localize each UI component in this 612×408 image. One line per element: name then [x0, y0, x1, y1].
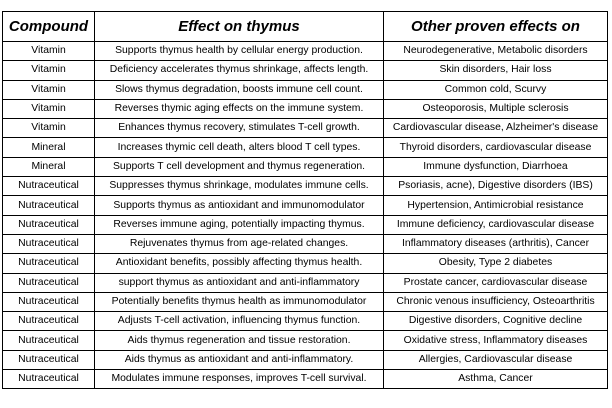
table-row — [3, 177, 608, 196]
cell-compound: Nutraceutical — [3, 331, 95, 350]
cell-compound: Nutraceutical — [3, 292, 95, 311]
cell-other-effects: Inflammatory diseases (arthritis), Cancer — [384, 234, 608, 253]
cell-compound: Vitamin — [3, 61, 95, 80]
table-row — [3, 196, 608, 215]
cell-effect-on-thymus: Supports T cell development and thymus regeneration. — [95, 157, 384, 176]
cell-compound: Nutraceutical — [3, 273, 95, 292]
cell-effect-on-thymus: Increases thymic cell death, alters blood T cell types. — [95, 138, 384, 157]
cell-other-effects: Hypertension, Antimicrobial resistance — [384, 196, 608, 215]
cell-effect-on-thymus: Supports thymus as antioxidant and immunomodulator — [95, 196, 384, 215]
cell-compound: Mineral — [3, 138, 95, 157]
header-row — [3, 12, 608, 42]
cell-other-effects: Chronic venous insufficiency, Osteoarthritis — [384, 292, 608, 311]
cell-compound: Mineral — [3, 157, 95, 176]
cell-other-effects: Digestive disorders, Cognitive decline — [384, 312, 608, 331]
table-header — [3, 12, 608, 42]
cell-effect-on-thymus: Aids thymus regeneration and tissue restoration. — [95, 331, 384, 350]
header-effect-on-thymus: Effect on thymus — [95, 12, 384, 42]
table-row — [3, 234, 608, 253]
header-other-proven-effects: Other proven effects on — [384, 12, 608, 42]
header-compound: Compound — [3, 12, 95, 42]
table-row — [3, 61, 608, 80]
table-row — [3, 119, 608, 138]
cell-other-effects: Common cold, Scurvy — [384, 80, 608, 99]
table-row — [3, 215, 608, 234]
table-row — [3, 157, 608, 176]
cell-effect-on-thymus: Slows thymus degradation, boosts immune cell count. — [95, 80, 384, 99]
cell-other-effects: Osteoporosis, Multiple sclerosis — [384, 99, 608, 118]
cell-effect-on-thymus: Rejuvenates thymus from age-related changes. — [95, 234, 384, 253]
cell-other-effects: Immune deficiency, cardiovascular disease — [384, 215, 608, 234]
cell-effect-on-thymus: Supports thymus health by cellular energy production. — [95, 42, 384, 61]
cell-compound: Nutraceutical — [3, 177, 95, 196]
cell-compound: Vitamin — [3, 119, 95, 138]
table-row — [3, 99, 608, 118]
cell-other-effects: Neurodegenerative, Metabolic disorders — [384, 42, 608, 61]
cell-compound: Vitamin — [3, 42, 95, 61]
cell-compound: Nutraceutical — [3, 234, 95, 253]
cell-other-effects: Allergies, Cardiovascular disease — [384, 350, 608, 369]
cell-other-effects: Obesity, Type 2 diabetes — [384, 254, 608, 273]
table-row — [3, 292, 608, 311]
cell-compound: Nutraceutical — [3, 254, 95, 273]
cell-effect-on-thymus: Reverses immune aging, potentially impacting thymus. — [95, 215, 384, 234]
cell-compound: Nutraceutical — [3, 196, 95, 215]
table-body — [3, 42, 608, 389]
table-row — [3, 42, 608, 61]
cell-compound: Nutraceutical — [3, 370, 95, 389]
cell-effect-on-thymus: Enhances thymus recovery, stimulates T-cell growth. — [95, 119, 384, 138]
cell-other-effects: Prostate cancer, cardiovascular disease — [384, 273, 608, 292]
table-row — [3, 273, 608, 292]
table-row — [3, 350, 608, 369]
cell-effect-on-thymus: support thymus as antioxidant and anti-inflammatory — [95, 273, 384, 292]
cell-compound: Vitamin — [3, 99, 95, 118]
table-row — [3, 80, 608, 99]
cell-other-effects: Thyroid disorders, cardiovascular disease — [384, 138, 608, 157]
thymus-compounds-table — [2, 11, 608, 389]
cell-other-effects: Cardiovascular disease, Alzheimer's disease — [384, 119, 608, 138]
cell-compound: Nutraceutical — [3, 312, 95, 331]
table-row — [3, 370, 608, 389]
cell-other-effects: Oxidative stress, Inflammatory diseases — [384, 331, 608, 350]
table-row — [3, 254, 608, 273]
cell-compound: Vitamin — [3, 80, 95, 99]
cell-effect-on-thymus: Suppresses thymus shrinkage, modulates immune cells. — [95, 177, 384, 196]
table-row — [3, 138, 608, 157]
cell-effect-on-thymus: Reverses thymic aging effects on the immune system. — [95, 99, 384, 118]
cell-effect-on-thymus: Potentially benefits thymus health as immunomodulator — [95, 292, 384, 311]
cell-effect-on-thymus: Antioxidant benefits, possibly affecting thymus health. — [95, 254, 384, 273]
cell-other-effects: Immune dysfunction, Diarrhoea — [384, 157, 608, 176]
cell-other-effects: Asthma, Cancer — [384, 370, 608, 389]
cell-other-effects: Psoriasis, acne), Digestive disorders (IBS) — [384, 177, 608, 196]
cell-compound: Nutraceutical — [3, 350, 95, 369]
cell-other-effects: Skin disorders, Hair loss — [384, 61, 608, 80]
table-row — [3, 331, 608, 350]
cell-effect-on-thymus: Modulates immune responses, improves T-cell survival. — [95, 370, 384, 389]
cell-effect-on-thymus: Deficiency accelerates thymus shrinkage, affects length. — [95, 61, 384, 80]
cell-compound: Nutraceutical — [3, 215, 95, 234]
cell-effect-on-thymus: Aids thymus as antioxidant and anti-inflammatory. — [95, 350, 384, 369]
table-container — [2, 11, 608, 389]
table-row — [3, 312, 608, 331]
cell-effect-on-thymus: Adjusts T-cell activation, influencing thymus function. — [95, 312, 384, 331]
